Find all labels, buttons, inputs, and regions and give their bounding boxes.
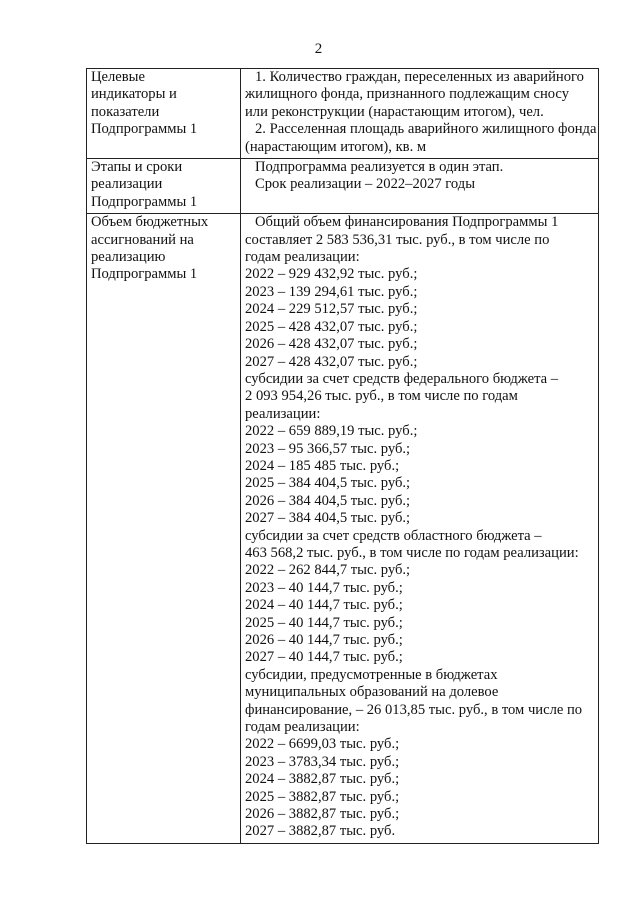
- value-line: муниципальных образований на долевое: [245, 684, 499, 701]
- row-label-line: Подпрограммы 1: [91, 266, 198, 283]
- value-line: 2 093 954,26 тыс. руб., в том числе по годам: [245, 388, 518, 405]
- value-line: годам реализации:: [245, 249, 360, 266]
- value-line: 2023 – 95 366,57 тыс. руб.;: [245, 440, 411, 457]
- value-line: Срок реализации – 2022–2027 годы: [255, 176, 476, 193]
- value-line: 2026 – 428 432,07 тыс. руб.;: [245, 336, 418, 353]
- row-label-line: Подпрограммы 1: [91, 193, 198, 210]
- row-value-cell: [241, 159, 599, 214]
- value-line: Подпрограмма реализуется в один этап.: [255, 159, 504, 176]
- value-line: финансирование, – 26 013,85 тыс. руб., в том числе по: [245, 701, 583, 718]
- row-label-line: Целевые: [91, 69, 145, 85]
- row-label-line: Этапы и сроки: [91, 159, 183, 176]
- value-line: 2024 – 40 144,7 тыс. руб.;: [245, 597, 403, 614]
- value-line: субсидии за счет средств федерального бюджета –: [245, 370, 559, 387]
- value-line: жилищного фонда, признанного подлежащим сносу: [245, 86, 570, 103]
- row-label-cell: [87, 159, 241, 214]
- row-label-line: Объем бюджетных: [91, 214, 209, 231]
- value-line: 2022 – 659 889,19 тыс. руб.;: [245, 423, 418, 440]
- value-line: реализации:: [245, 405, 321, 422]
- row-label-line: индикаторы и: [91, 86, 177, 103]
- value-line: или реконструкции (нарастающим итогом), чел.: [245, 103, 544, 120]
- row-label-line: Подпрограммы 1: [91, 121, 198, 138]
- value-line: 2023 – 40 144,7 тыс. руб.;: [245, 579, 403, 596]
- value-line: субсидии за счет средств областного бюджета –: [245, 527, 542, 544]
- row-label-cell: [87, 214, 241, 844]
- value-line: 1. Количество граждан, переселенных из аварийного: [255, 69, 584, 85]
- row-label-line: реализацию: [91, 249, 166, 266]
- value-line: годам реализации:: [245, 719, 360, 736]
- value-line: 2024 – 3882,87 тыс. руб.;: [245, 771, 400, 788]
- value-line: 2025 – 428 432,07 тыс. руб.;: [245, 318, 418, 335]
- value-line: 2022 – 6699,03 тыс. руб.;: [245, 736, 400, 753]
- value-line: 2027 – 428 432,07 тыс. руб.;: [245, 353, 418, 370]
- row-label-line: ассигнований на: [91, 231, 194, 248]
- value-line: 2027 – 3882,87 тыс. руб.: [245, 823, 396, 840]
- value-line: 2022 – 262 844,7 тыс. руб.;: [245, 562, 411, 579]
- value-line: 2023 – 3783,34 тыс. руб.;: [245, 753, 400, 770]
- value-line: составляет 2 583 536,31 тыс. руб., в том числе по: [245, 231, 550, 248]
- value-line: 2026 – 384 404,5 тыс. руб.;: [245, 492, 411, 509]
- table-row: [87, 69, 599, 159]
- value-line: 463 568,2 тыс. руб., в том числе по годам реализации:: [245, 544, 579, 561]
- value-line: 2022 – 929 432,92 тыс. руб.;: [245, 266, 418, 283]
- value-line: 2023 – 139 294,61 тыс. руб.;: [245, 283, 418, 300]
- value-line: 2027 – 40 144,7 тыс. руб.;: [245, 649, 403, 666]
- value-line: 2. Расселенная площадь аварийного жилищного фонда: [255, 121, 597, 138]
- value-line: 2025 – 384 404,5 тыс. руб.;: [245, 475, 411, 492]
- page-number: 2: [314, 41, 323, 57]
- value-line: 2026 – 3882,87 тыс. руб.;: [245, 806, 400, 823]
- row-value-cell: [241, 69, 599, 159]
- value-line: 2024 – 229 512,57 тыс. руб.;: [245, 301, 418, 318]
- row-label-cell: [87, 69, 241, 159]
- value-line: Общий объем финансирования Подпрограммы 1: [255, 214, 559, 231]
- value-line: 2026 – 40 144,7 тыс. руб.;: [245, 632, 403, 648]
- passport-table: [86, 68, 599, 844]
- value-line: 2024 – 185 485 тыс. руб.;: [245, 457, 400, 474]
- table-row: [87, 214, 599, 844]
- value-line: (нарастающим итогом), кв. м: [245, 138, 427, 155]
- value-line: 2025 – 40 144,7 тыс. руб.;: [245, 614, 403, 631]
- row-label-line: показатели: [91, 103, 160, 120]
- value-line: 2027 – 384 404,5 тыс. руб.;: [245, 510, 411, 527]
- row-label-line: реализации: [91, 176, 163, 193]
- table-row: [87, 159, 599, 214]
- value-line: 2025 – 3882,87 тыс. руб.;: [245, 788, 400, 805]
- value-line: субсидии, предусмотренные в бюджетах: [245, 666, 498, 683]
- table-body: [87, 69, 599, 844]
- row-value-cell: [241, 214, 599, 844]
